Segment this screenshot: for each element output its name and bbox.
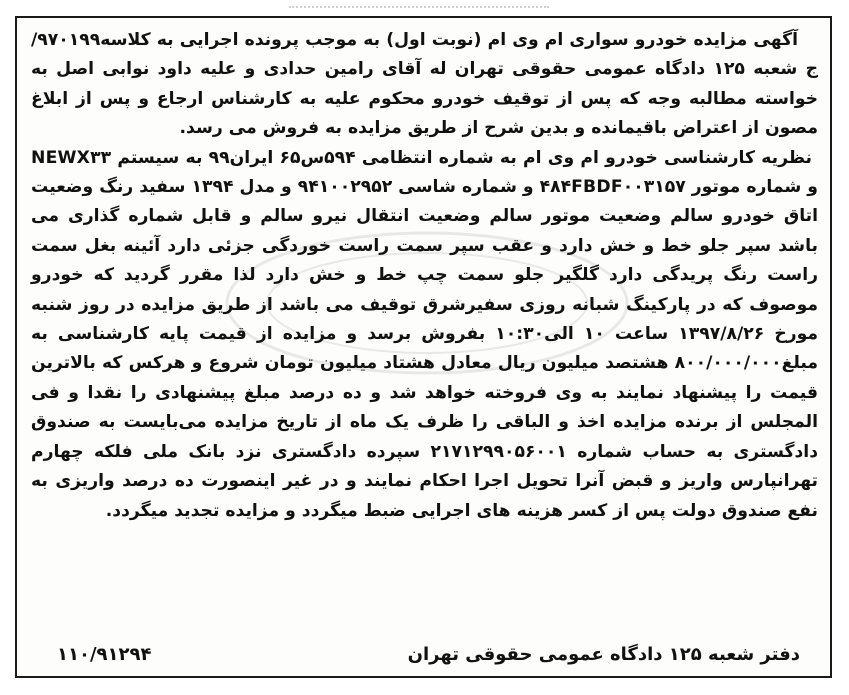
auction-notice-frame <box>15 16 832 678</box>
cropped-header-strip <box>0 0 849 14</box>
issuing-office-label: دفتر شعبه ۱۲۵ دادگاه عمومی حقوقی تهران <box>407 643 800 665</box>
cropped-previous-text <box>289 0 549 8</box>
notice-details-paragraph: نظریه کارشناسی خودرو ام وی ام به شماره انتظامی ۵۹۴س۶۵ ایران۹۹ به سیستم NEWX۳۳ و شماره موتور ۴۸۴FBDF۰۰۳۱۵۷ و شماره شاسی ۹۴۱۰۰۲۹۵۲ و مدل ۱۳۹۴ سفید رنگ وضعیت اتاق خودرو سالم وضعیت موتور سالم وضعیت انتقال نیرو سالم و قابل شماره گذاری می باشد سپر جلو خط و خش دارد و عقب سپر سمت راست خوردگی جزئی دارد آئینه بغل سمت راست رنگ پریدگی دارد گلگیر جلو سمت چپ خط و خش دارد لذا مقرر گردید که خودرو موصوف که در پارکینگ شبانه روزی سفیرشرق توقیف می باشد از طریق مزایده در روز شنبه مورخ ۱۳۹۷/۸/۲۶ ساعت ۱۰ الی۱۰:۳۰ بفروش برسد و مزایده از قیمت پایه کارشناسی به مبلغ۸۰۰/۰۰۰/۰۰۰ هشتصد میلیون ریال معادل هشتاد میلیون تومان شروع و هرکس که بالاترین قیمت را پیشنهاد نمایند به وی فروخته خواهد شد و ده درصد مبلغ پیشنهادی را نقدا و فی المجلس از برنده مزایده اخذ و الباقی را ظرف یک ماه از تاریخ مزایده می‌بایست به صندوق دادگستری به حساب شماره ۲۱۷۱۲۹۹۰۵۶۰۰۱ سپرده دادگستری نزد بانک ملی فلکه چهارم تهرانپارس واریز و قبض آنرا تحویل اجرا احکام نمایند و در غیر اینصورت ده درصد واریزی به نفع صندوق دولت پس از کسر هزینه های اجرایی ضبط میگردد و مزایده تجدید میگردد. <box>31 147 819 521</box>
notice-intro-paragraph: آگهی مزایده خودرو سواری ام وی ام (نوبت اول) به موجب پرونده اجرایی به کلاسه۹۷۰۱۹۹/ج شعبه ۱۲۵ دادگاه عمومی حقوقی تهران له آقای رامین حدادی و علیه داود نوابی اصل به خواسته مطالبه وجه که پس از توقیف خودرو محکوم علیه به کارشناس ارجاع و پس از ابلاغ مصون از اعتراض باقیمانده و بدین شرح از طریق مزایده به فروش می رسد. <box>31 30 818 139</box>
notice-footer <box>57 638 800 670</box>
notice-reference-number: ۱۱۰/۹۱۲۹۴ <box>57 643 152 665</box>
notice-body <box>31 26 818 526</box>
